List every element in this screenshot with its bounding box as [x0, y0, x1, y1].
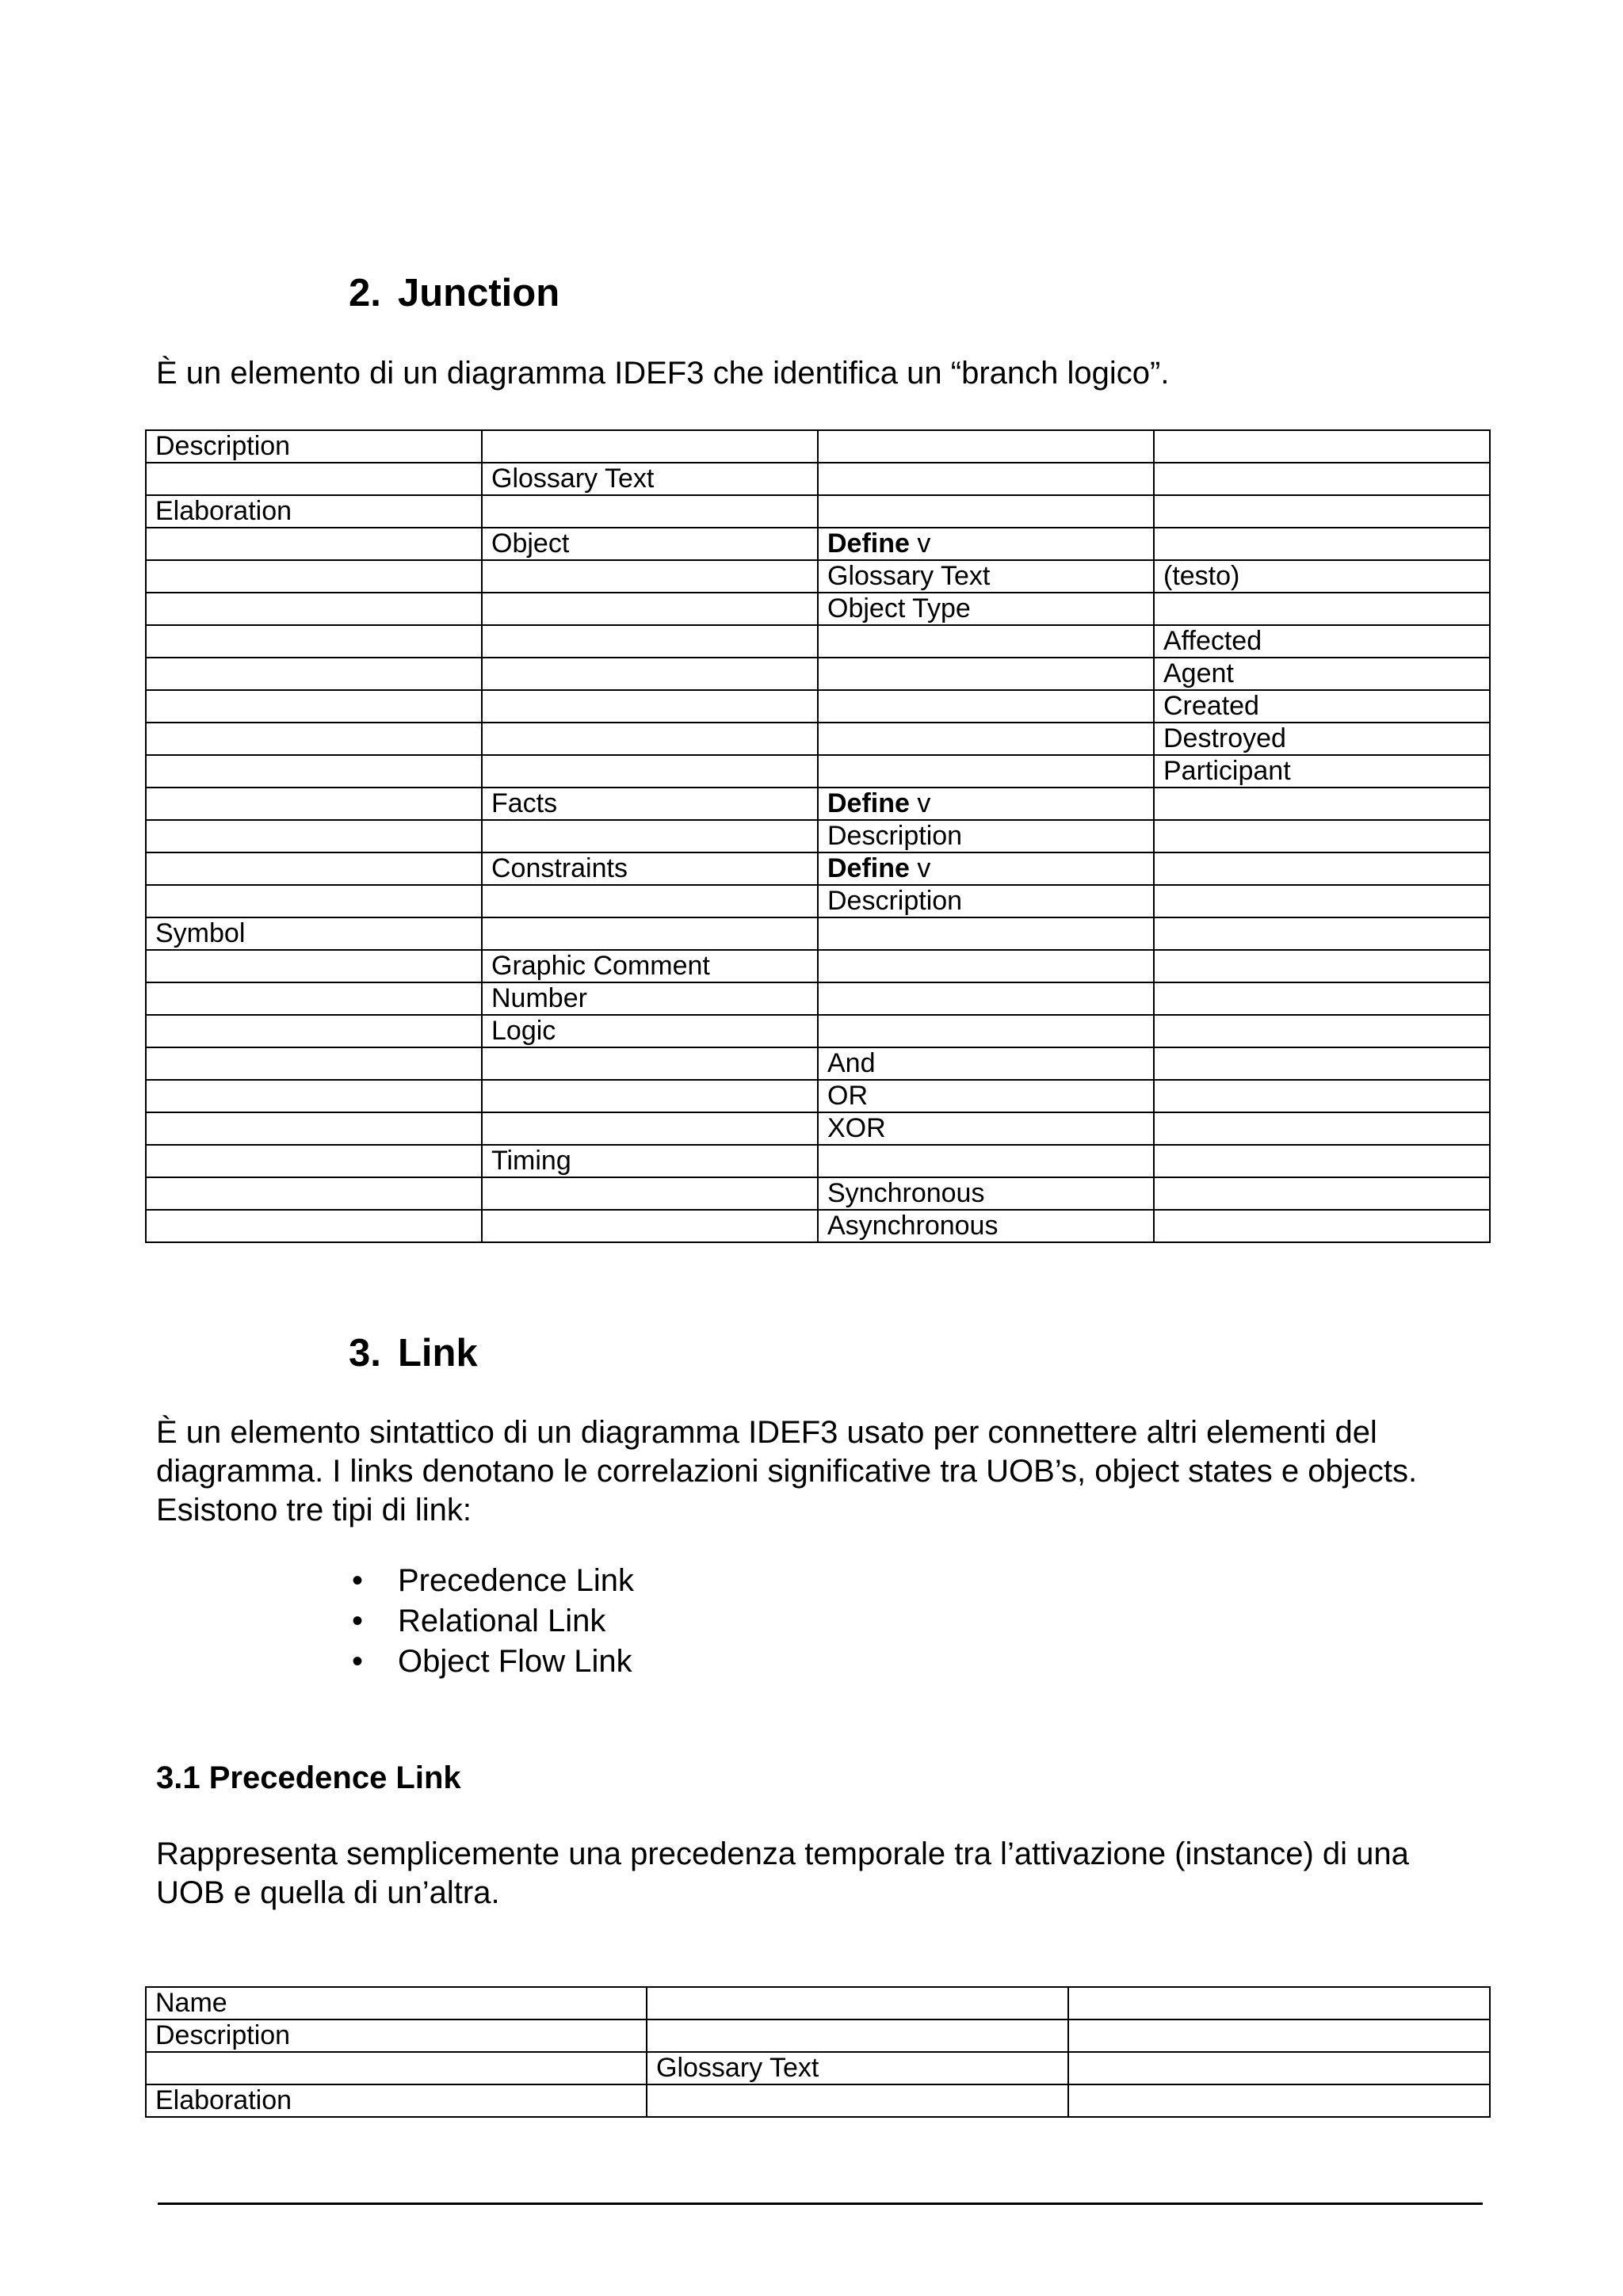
table-cell [1154, 495, 1490, 528]
table-row [146, 755, 1490, 788]
table-cell [818, 788, 1154, 820]
cell-text: Glossary Text [656, 2053, 819, 2083]
table-cell [482, 658, 818, 690]
table-cell [818, 885, 1154, 917]
table-cell [482, 950, 818, 982]
table-cell [818, 430, 1154, 463]
table-cell [146, 2084, 647, 2117]
table-cell [1154, 430, 1490, 463]
table-cell [1154, 950, 1490, 982]
table-cell [146, 625, 482, 658]
link-intro [156, 1413, 1487, 1530]
cell-text: Participant [1163, 756, 1291, 786]
table-cell [482, 1015, 818, 1047]
table-row [146, 1987, 1490, 2019]
footer-divider [158, 2203, 1483, 2205]
table-cell [146, 1015, 482, 1047]
table-cell [1154, 917, 1490, 950]
table-cell [1154, 885, 1490, 917]
table-cell [818, 755, 1154, 788]
table-cell [1068, 2052, 1490, 2084]
link-intro-line: È un elemento sintattico di un diagramma IDEF3 usato per connettere altri elementi del [156, 1415, 1377, 1450]
table-cell [1154, 820, 1490, 852]
cell-text: Glossary Text [491, 463, 655, 494]
table-cell [482, 430, 818, 463]
bullet-icon: • [352, 1563, 364, 1598]
table-cell [146, 723, 482, 755]
table-cell [482, 723, 818, 755]
cell-text: (testo) [1163, 561, 1240, 591]
table-row [146, 1080, 1490, 1112]
table-cell [818, 560, 1154, 593]
table-cell [818, 820, 1154, 852]
table-cell [818, 495, 1154, 528]
cell-text: Object [491, 528, 570, 559]
junction-heading-title: Junction [398, 272, 560, 315]
table-cell [482, 982, 818, 1015]
table-row [146, 982, 1490, 1015]
list-item [349, 1642, 634, 1682]
table-row [146, 658, 1490, 690]
link-heading-title: Link [398, 1332, 478, 1375]
table-cell [146, 2052, 647, 2084]
table-cell [482, 885, 818, 917]
table-row [146, 560, 1490, 593]
list-item-label: Relational Link [398, 1604, 606, 1638]
precedence-link-heading: 3.1 Precedence Link [156, 1760, 461, 1795]
table-cell [647, 2019, 1068, 2052]
cell-text: Symbol [155, 918, 246, 948]
table-cell [647, 2084, 1068, 2117]
cell-text: Agent [1163, 658, 1234, 688]
cell-text: Logic [491, 1016, 556, 1046]
table-cell [146, 1210, 482, 1242]
cell-text: And [827, 1048, 876, 1078]
table-cell [146, 917, 482, 950]
table-cell [482, 1112, 818, 1145]
cell-text: Description [827, 886, 963, 916]
table-cell [818, 950, 1154, 982]
table-cell [146, 528, 482, 560]
link-heading [349, 1331, 478, 1375]
table-cell [482, 528, 818, 560]
cell-text: XOR [827, 1113, 886, 1143]
table-cell [818, 1177, 1154, 1210]
cell-text: Elaboration [155, 496, 292, 526]
table-cell [818, 658, 1154, 690]
cell-suffix: v [909, 528, 931, 559]
table-cell [818, 1112, 1154, 1145]
cell-text: Graphic Comment [491, 951, 710, 981]
table-row [146, 430, 1490, 463]
table-cell [647, 1987, 1068, 2019]
table-cell [1154, 1015, 1490, 1047]
table-cell [818, 723, 1154, 755]
table-cell [818, 852, 1154, 885]
cell-text: Destroyed [1163, 723, 1286, 753]
bullet-icon: • [352, 1644, 364, 1679]
table-cell [1154, 1080, 1490, 1112]
table-cell [482, 788, 818, 820]
table-cell [1068, 2084, 1490, 2117]
table-row [146, 852, 1490, 885]
table-cell [1154, 528, 1490, 560]
table-cell [1154, 982, 1490, 1015]
table-row [146, 690, 1490, 723]
cell-keyword: Define [827, 853, 910, 883]
table-cell [1154, 1210, 1490, 1242]
table-cell [1154, 560, 1490, 593]
cell-text: Asynchronous [827, 1211, 999, 1241]
table-row [146, 950, 1490, 982]
table-cell [818, 528, 1154, 560]
link-types-list [349, 1561, 634, 1682]
junction-intro: È un elemento di un diagramma IDEF3 che identifica un “branch logico”. [156, 356, 1170, 391]
table-row [146, 528, 1490, 560]
cell-keyword: Define [827, 528, 910, 559]
cell-text: OR [827, 1081, 868, 1111]
table-cell [146, 593, 482, 625]
table-cell [146, 1080, 482, 1112]
table-cell [1154, 1145, 1490, 1177]
table-cell [146, 495, 482, 528]
list-item [349, 1561, 634, 1601]
precedence-text-line: UOB e quella di un’altra. [156, 1875, 500, 1910]
table-row [146, 2052, 1490, 2084]
cell-suffix: v [909, 853, 931, 883]
table-row [146, 2084, 1490, 2117]
table-cell [146, 982, 482, 1015]
table-cell [818, 917, 1154, 950]
table-cell [1154, 723, 1490, 755]
cell-text: Description [155, 2020, 291, 2050]
table-cell [482, 1210, 818, 1242]
junction-attributes-table [145, 429, 1491, 1243]
cell-text: Description [155, 431, 291, 461]
table-cell [1154, 1112, 1490, 1145]
table-cell [146, 430, 482, 463]
table-cell [818, 1047, 1154, 1080]
table-cell [1154, 852, 1490, 885]
cell-text: Object Type [827, 593, 971, 624]
precedence-table-body [146, 1987, 1490, 2117]
table-cell [146, 560, 482, 593]
table-cell [1154, 690, 1490, 723]
table-cell [482, 852, 818, 885]
table-cell [1154, 1177, 1490, 1210]
table-row [146, 2019, 1490, 2052]
table-cell [1154, 658, 1490, 690]
table-cell [482, 1177, 818, 1210]
table-cell [482, 593, 818, 625]
precedence-link-text [156, 1835, 1487, 1913]
table-cell [482, 1145, 818, 1177]
cell-text: Description [827, 821, 963, 851]
table-row [146, 788, 1490, 820]
cell-text: Created [1163, 691, 1259, 721]
table-cell [146, 1177, 482, 1210]
precedence-link-table [145, 1986, 1491, 2118]
table-row [146, 1210, 1490, 1242]
table-cell [1154, 625, 1490, 658]
table-cell [146, 755, 482, 788]
table-row [146, 625, 1490, 658]
table-cell [146, 788, 482, 820]
table-cell [482, 463, 818, 495]
table-cell [818, 982, 1154, 1015]
table-row [146, 917, 1490, 950]
list-item-label: Precedence Link [398, 1563, 634, 1598]
precedence-text-line: Rappresenta semplicemente una precedenza temporale tra l’attivazione (instance) di una [156, 1836, 1409, 1871]
table-cell [818, 593, 1154, 625]
table-row [146, 1145, 1490, 1177]
cell-keyword: Define [827, 788, 910, 818]
table-cell [482, 820, 818, 852]
table-cell [482, 1047, 818, 1080]
list-item-label: Object Flow Link [398, 1644, 632, 1679]
cell-text: Name [155, 1988, 227, 2018]
table-row [146, 885, 1490, 917]
table-cell [1154, 463, 1490, 495]
table-cell [482, 560, 818, 593]
cell-text: Affected [1163, 626, 1262, 656]
table-cell [1154, 788, 1490, 820]
link-intro-line: diagramma. I links denotano le correlazioni significative tra UOB’s, object states e objects. [156, 1454, 1418, 1489]
table-cell [146, 950, 482, 982]
table-row [146, 820, 1490, 852]
table-row [146, 495, 1490, 528]
table-cell [1154, 755, 1490, 788]
cell-text: Number [491, 983, 587, 1013]
cell-text: Glossary Text [827, 561, 991, 591]
table-cell [1068, 1987, 1490, 2019]
table-row [146, 463, 1490, 495]
table-cell [482, 690, 818, 723]
table-cell [482, 755, 818, 788]
table-row [146, 723, 1490, 755]
cell-text: Timing [491, 1146, 571, 1176]
table-cell [146, 658, 482, 690]
table-cell [818, 1145, 1154, 1177]
table-cell [146, 1112, 482, 1145]
table-cell [146, 1145, 482, 1177]
cell-text: Facts [491, 788, 558, 818]
table-cell [482, 625, 818, 658]
cell-text: Elaboration [155, 2085, 292, 2115]
table-cell [818, 690, 1154, 723]
link-heading-number: 3. [349, 1332, 381, 1375]
table-cell [482, 1080, 818, 1112]
bullet-icon: • [352, 1604, 364, 1638]
cell-text: Synchronous [827, 1178, 985, 1208]
table-cell [146, 820, 482, 852]
table-cell [818, 625, 1154, 658]
table-cell [818, 463, 1154, 495]
junction-heading-number: 2. [349, 272, 381, 315]
table-cell [818, 1015, 1154, 1047]
table-cell [146, 690, 482, 723]
table-cell [146, 885, 482, 917]
table-cell [146, 852, 482, 885]
junction-heading [349, 271, 559, 315]
table-cell [482, 917, 818, 950]
table-row [146, 1112, 1490, 1145]
link-intro-line: Esistono tre tipi di link: [156, 1493, 472, 1527]
cell-text: Constraints [491, 853, 628, 883]
table-cell [146, 1047, 482, 1080]
cell-suffix: v [909, 788, 931, 818]
table-cell [818, 1080, 1154, 1112]
list-item [349, 1601, 634, 1642]
junction-table-body [146, 430, 1490, 1242]
table-row [146, 1047, 1490, 1080]
table-row [146, 1177, 1490, 1210]
table-row [146, 1015, 1490, 1047]
table-cell [1154, 1047, 1490, 1080]
table-cell [482, 495, 818, 528]
table-row [146, 593, 1490, 625]
table-cell [818, 1210, 1154, 1242]
table-cell [1154, 593, 1490, 625]
table-cell [146, 2019, 647, 2052]
table-cell [146, 1987, 647, 2019]
table-cell [1068, 2019, 1490, 2052]
table-cell [146, 463, 482, 495]
table-cell [647, 2052, 1068, 2084]
